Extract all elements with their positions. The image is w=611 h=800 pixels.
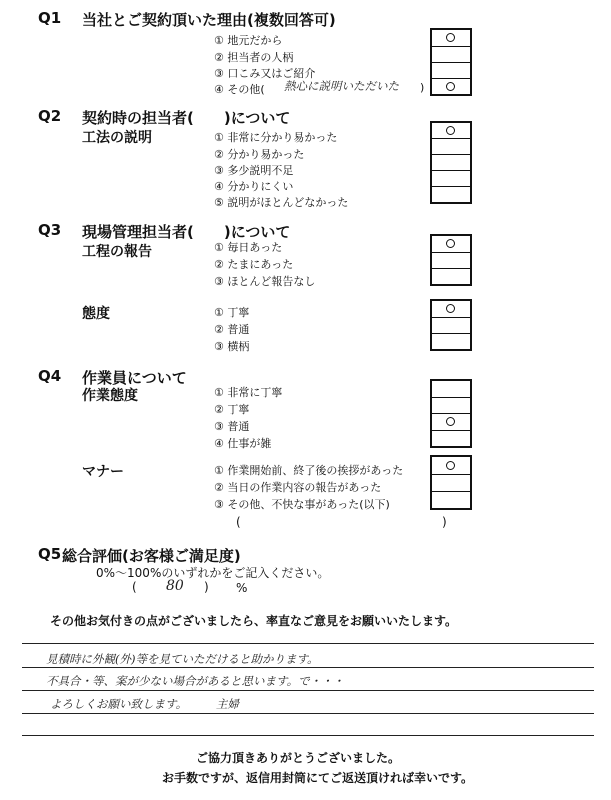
comment-line	[22, 735, 594, 736]
q4-paren-open: (	[236, 515, 241, 529]
circle-mark-icon	[446, 33, 455, 42]
q4-option2-1: ① 作業開始前、終了後の挨拶があった	[214, 464, 404, 477]
q3-option1-1: ① 毎日あった	[214, 241, 283, 254]
q2-label: Q2	[38, 107, 62, 125]
q4-option2-3: ③ その他、不快な事があった(以下)	[214, 498, 390, 511]
q1-option-4: ④ その他(	[214, 83, 265, 96]
q1-title: 当社とご契約頂いた理由(複数回答可)	[82, 11, 336, 29]
circle-mark-icon	[446, 82, 455, 91]
q4-option1-2: ② 丁寧	[214, 403, 250, 416]
q5-paren-close: )	[204, 580, 209, 594]
q5-value[interactable]: 80	[166, 578, 184, 594]
comment-line	[22, 713, 594, 714]
q4-label: Q4	[38, 367, 62, 385]
q1-option-1: ① 地元だから	[214, 34, 283, 47]
q2-title: 契約時の担当者( )について	[82, 109, 291, 127]
q3-option2-1: ① 丁寧	[214, 306, 250, 319]
q4-attitude-box-1[interactable]	[432, 381, 470, 398]
q4-manner-answer-boxes	[430, 455, 472, 510]
q3-sub1: 工程の報告	[82, 244, 152, 260]
q5-label: Q5	[38, 545, 62, 563]
q3-attitude-answer-boxes	[430, 299, 472, 351]
q1-box-1[interactable]	[432, 30, 470, 47]
comment-handwritten-1[interactable]: 見積時に外観(外)等を見ていただけると助かります。	[46, 652, 319, 666]
q2-box-4[interactable]	[432, 171, 470, 187]
footer-return-note: お手数ですが、返信用封筒にてご返送頂ければ幸いです。	[162, 771, 474, 785]
q3-option2-3: ③ 横柄	[214, 340, 250, 353]
q4-option2-2: ② 当日の作業内容の報告があった	[214, 481, 382, 494]
comment-handwritten-3[interactable]: よろしくお願い致します。 主婦	[50, 697, 239, 711]
q4-sub1: 作業態度	[82, 388, 138, 404]
q1-box-3[interactable]	[432, 63, 470, 79]
q4-option1-1: ① 非常に丁寧	[214, 386, 283, 399]
q2-option-2: ② 分かり易かった	[214, 148, 305, 161]
q3-report-box-2[interactable]	[432, 253, 470, 269]
q2-option-3: ③ 多少説明不足	[214, 164, 294, 177]
q3-option2-2: ② 普通	[214, 323, 250, 336]
q3-option1-3: ③ ほとんど報告なし	[214, 275, 316, 288]
q5-unit: %	[236, 581, 248, 595]
q4-option1-3: ③ 普通	[214, 420, 250, 433]
q5-title: 総合評価(お客様ご満足度)	[62, 547, 241, 565]
comment-handwritten-2[interactable]: 不具合・等、案が少ない場合があると思います。で・・・	[46, 674, 345, 688]
q1-answer-boxes	[430, 28, 472, 96]
footer-thanks: ご協力頂きありがとうございました。	[196, 751, 401, 765]
q2-box-1[interactable]	[432, 123, 470, 139]
comment-line	[22, 667, 594, 668]
q4-paren-close: )	[442, 515, 447, 529]
q4-manner-box-3[interactable]	[432, 492, 470, 508]
q3-attitude-box-3[interactable]	[432, 334, 470, 349]
q3-title: 現場管理担当者( )について	[82, 223, 291, 241]
q4-sub2: マナー	[82, 464, 124, 480]
q1-box-2[interactable]	[432, 47, 470, 63]
comment-line	[22, 643, 594, 644]
q5-paren-open: (	[132, 580, 137, 594]
q1-option-3: ③ 口こみ又はご紹介	[214, 67, 316, 80]
q1-label: Q1	[38, 9, 62, 27]
q4-attitude-box-2[interactable]	[432, 398, 470, 414]
q2-option-5: ⑤ 説明がほとんどなかった	[214, 196, 349, 209]
q3-report-box-1[interactable]	[432, 236, 470, 253]
comment-line	[22, 690, 594, 691]
q3-option1-2: ② たまにあった	[214, 258, 294, 271]
q1-box-4[interactable]	[432, 79, 470, 94]
q2-option-1: ① 非常に分かり易かった	[214, 131, 338, 144]
q4-title: 作業員について	[82, 369, 187, 387]
q3-attitude-box-1[interactable]	[432, 301, 470, 318]
q2-box-3[interactable]	[432, 155, 470, 171]
q2-box-5[interactable]	[432, 187, 470, 202]
comments-prompt: その他お気付きの点がございましたら、率直なご意見をお願いいたします。	[50, 614, 458, 628]
circle-mark-icon	[446, 239, 455, 248]
circle-mark-icon	[446, 417, 455, 426]
q4-manner-box-1[interactable]	[432, 457, 470, 475]
q2-option-4: ④ 分かりにくい	[214, 180, 294, 193]
q1-option-2: ② 担当者の人柄	[214, 51, 294, 64]
circle-mark-icon	[446, 461, 455, 470]
q4-option1-4: ④ 仕事が雑	[214, 437, 272, 450]
q4-attitude-box-4[interactable]	[432, 431, 470, 446]
q3-sub2: 態度	[82, 306, 110, 322]
q2-sub: 工法の説明	[82, 130, 152, 146]
q3-report-box-3[interactable]	[432, 269, 470, 284]
q1-other-handwritten: 熱心に説明いただいた	[284, 79, 399, 93]
q3-label: Q3	[38, 221, 62, 239]
circle-mark-icon	[446, 304, 455, 313]
q4-attitude-box-3[interactable]	[432, 414, 470, 431]
q4-manner-box-2[interactable]	[432, 475, 470, 492]
q3-report-answer-boxes	[430, 234, 472, 286]
q5-instruction: 0%～100%のいずれかをご記入ください。	[96, 566, 330, 580]
q2-answer-boxes	[430, 121, 472, 204]
q3-attitude-box-2[interactable]	[432, 318, 470, 334]
q4-attitude-answer-boxes	[430, 379, 472, 448]
q1-other-close: )	[420, 81, 425, 94]
circle-mark-icon	[446, 126, 455, 135]
q2-box-2[interactable]	[432, 139, 470, 155]
